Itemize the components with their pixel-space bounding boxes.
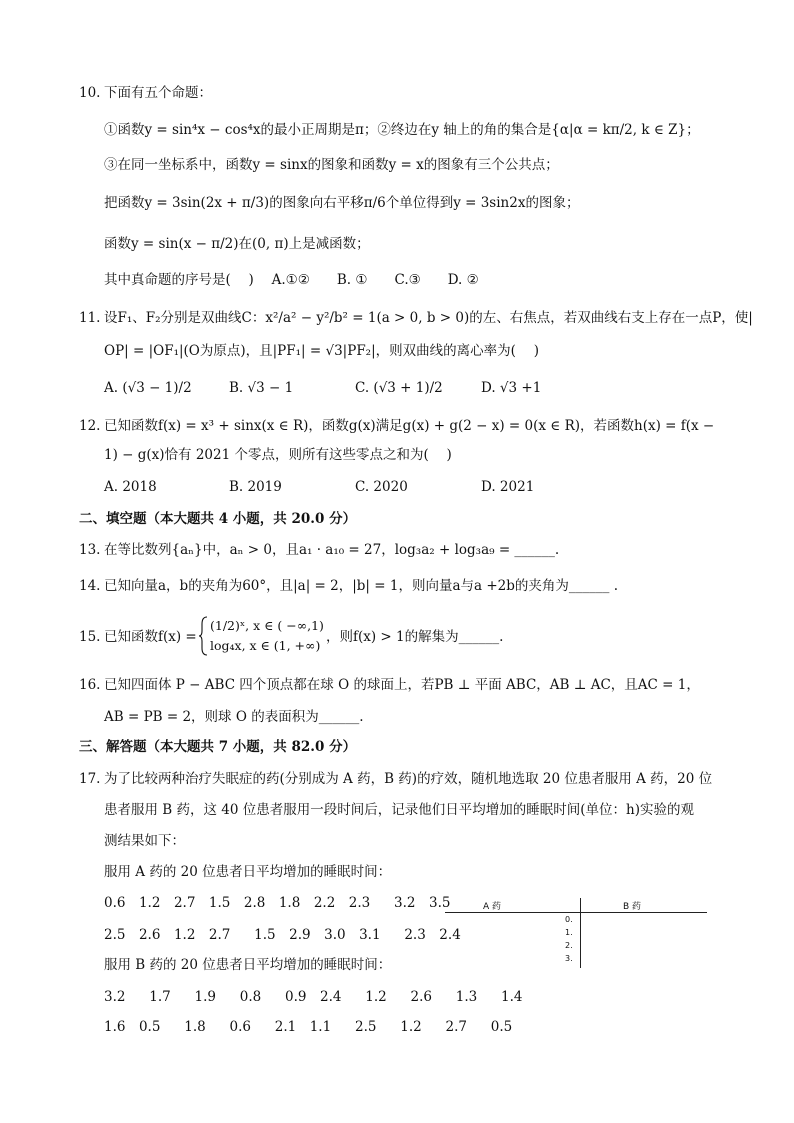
piecewise-case-2: log₄x, x ∈ (1, +∞) [210,638,321,653]
option-c: C. (√3 + 1)/2 [355,380,443,396]
question-text-prefix: 已知函数f(x) = [104,629,197,645]
option-a: A. (√3 − 1)/2 [104,380,192,396]
question-number: 16. [79,677,101,693]
answer-options: 其中真命题的序号是( ) A.①② B. ① C.③ D. ② [104,272,479,288]
stem-label: 2. [565,941,573,950]
question-number: 15. [79,629,101,645]
question-number: 17. [79,771,101,787]
data-row-b1: 3.2 1.7 1.9 0.8 0.9 2.4 1.2 2.6 1.3 1.4 [104,989,523,1005]
question-text: 患者服用 B 药，这 40 位患者服用一段时间后，记录他们日平均增加的睡眠时间(单位：h)实验的观 [104,802,694,818]
stem-table-hline [445,912,707,913]
proposition-line: ①函数y = sin⁴x − cos⁴x的最小正周期是π；②终边在y 轴上的角的集合是{α|α = kπ/2, k ∈ Z}； [104,122,700,138]
stem-header-b: B 药 [623,902,642,912]
question-text: OP| = |OF₁|(O为原点)，且|PF₁| = √3|PF₂|，则双曲线的离心率为( ) [104,343,539,359]
proposition-line: ③在同一坐标系中，函数y = sinx的图象和函数y = x的图象有三个公共点； [104,157,559,173]
proposition-line: 把函数y = 3sin(2x + π/3)的图象向右平移π/6个单位得到y = 3sin2x的图象； [104,195,580,211]
option-d: D. √3 +1 [481,380,542,396]
question-text: AB = PB = 2，则球 O 的表面积为______. [104,709,364,725]
question-stem: 下面有五个命题： [104,85,212,101]
data-row-a2: 2.5 2.6 1.2 2.7 1.5 2.9 3.0 3.1 2.3 2.4 [104,927,461,943]
data-title-b: 服用 B 药的 20 位患者日平均增加的睡眠时间： [104,957,392,973]
option-d: D. 2021 [481,479,535,495]
question-number: 10. [79,85,101,101]
question-text: 已知四面体 P − ABC 四个顶点都在球 O 的球面上，若PB ⊥ 平面 ABC，AB ⊥ AC，且AC = 1， [104,677,700,693]
option-b: B. √3 − 1 [229,380,294,396]
stem-leaf-table [445,896,710,968]
option-a: A. 2018 [104,479,157,495]
question-number: 12. [79,418,101,434]
brace-icon [199,616,209,656]
proposition-line: 函数y = sin(x − π/2)在(0, π)上是减函数； [104,236,370,252]
data-title-a: 服用 A 药的 20 位患者日平均增加的睡眠时间： [104,864,392,880]
stem-label: 1. [565,928,573,937]
option-c: C. 2020 [355,479,408,495]
question-number: 11. [79,310,101,326]
stem-table-vline [580,898,581,968]
question-text: 在等比数列{aₙ}中，aₙ > 0，且a₁ · a₁₀ = 27，log₃a₂ + log₃a₉ = ______. [104,542,560,558]
question-text-suffix: ，则f(x) > 1的解集为______. [326,629,504,645]
stem-label: 0. [565,915,573,924]
question-number: 13. [79,542,101,558]
section-heading: 二、填空题（本大题共 4 小题，共 20.0 分） [79,511,357,527]
question-text: 1) − g(x)恰有 2021 个零点，则所有这些零点之和为( ) [104,447,452,463]
question-text: 设F₁、F₂分别是双曲线C：x²/a² − y²/b² = 1(a > 0, b > 0)的左、右焦点，若双曲线右支上存在一点P，使| [104,310,753,326]
question-number: 14. [79,578,101,594]
piecewise-case-1: (1/2)ˣ, x ∈ ( −∞,1) [210,618,324,633]
data-row-b2: 1.6 0.5 1.8 0.6 2.1 1.1 2.5 1.2 2.7 0.5 [104,1019,513,1035]
section-heading: 三、解答题（本大题共 7 小题，共 82.0 分） [79,739,357,755]
question-text: 测结果如下： [104,833,185,849]
stem-header-a: A 药 [483,902,502,912]
question-text: 为了比较两种治疗失眠症的药(分别成为 A 药，B 药)的疗效，随机地选取 20 位患者服用 A 药，20 位 [104,771,713,787]
stem-label: 3. [565,954,573,963]
data-row-a1: 0.6 1.2 2.7 1.5 2.8 1.8 2.2 2.3 3.2 3.5 [104,895,451,911]
question-text: 已知向量a，b的夹角为60°，且|a| = 2，|b| = 1，则向量a与a +2b的夹角为______ . [104,578,618,594]
question-text: 已知函数f(x) = x³ + sinx(x ∈ R)，函数g(x)满足g(x) + g(2 − x) = 0(x ∈ R)，若函数h(x) = f(x − [104,418,715,434]
option-b: B. 2019 [229,479,282,495]
